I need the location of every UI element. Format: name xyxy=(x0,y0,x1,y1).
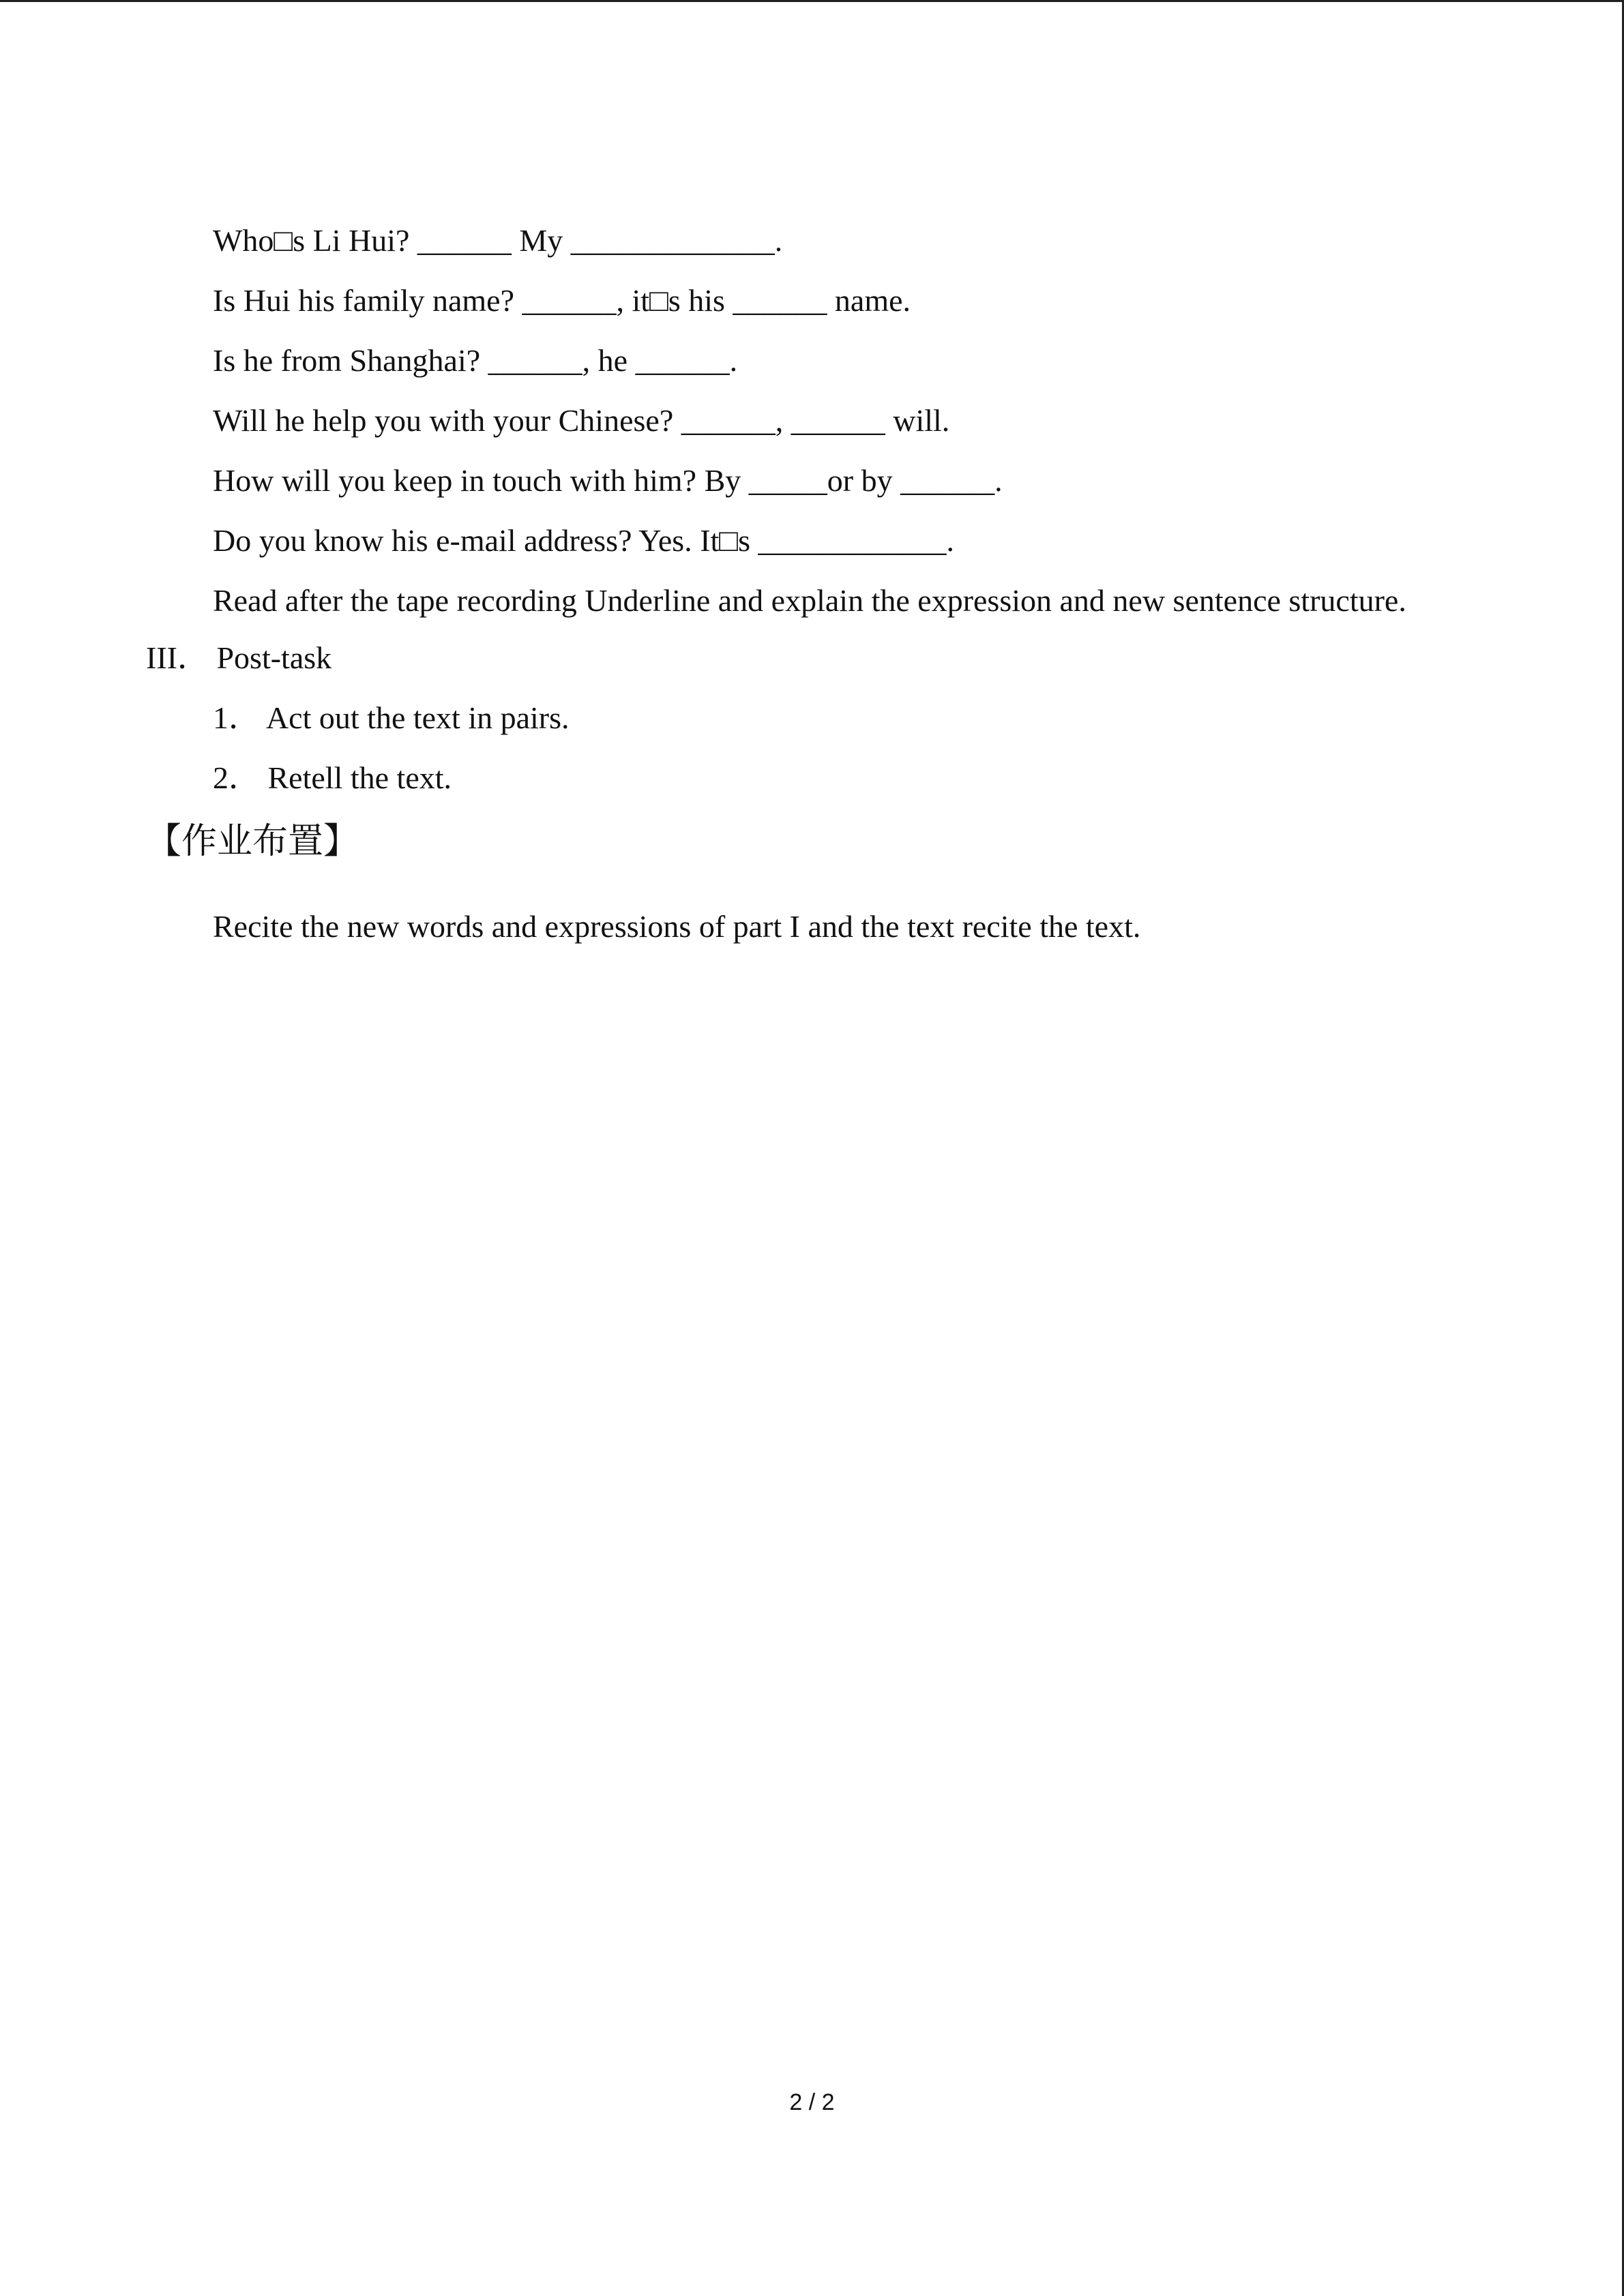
post-task-item-2: 2． Retell the text. xyxy=(213,760,452,795)
question-line-3: Is he from Shanghai? ______, he ______. xyxy=(213,343,738,378)
question-line-1: Who□s Li Hui? ______ My _____________. xyxy=(213,223,783,258)
instruction-line: Read after the tape recording Underline and explain the expression and new sentence structure. xyxy=(213,583,1406,618)
question-line-5: How will you keep in touch with him? By _____or by ______. xyxy=(213,463,1003,498)
question-line-4: Will he help you with your Chinese? ______, ______ will. xyxy=(213,403,950,438)
question-line-6: Do you know his e-mail address? Yes. It□s ____________. xyxy=(213,523,954,558)
page-number: 2 / 2 xyxy=(789,2089,835,2115)
question-line-2: Is Hui his family name? ______, it□s his ______ name. xyxy=(213,283,911,318)
post-task-item-1: 1． Act out the text in pairs. xyxy=(213,700,570,735)
homework-text: Recite the new words and expressions of part I and the text recite the text. xyxy=(213,909,1141,944)
section-heading-post-task: III． Post-task xyxy=(146,640,332,675)
homework-heading: 【作业布置】 xyxy=(146,821,359,862)
